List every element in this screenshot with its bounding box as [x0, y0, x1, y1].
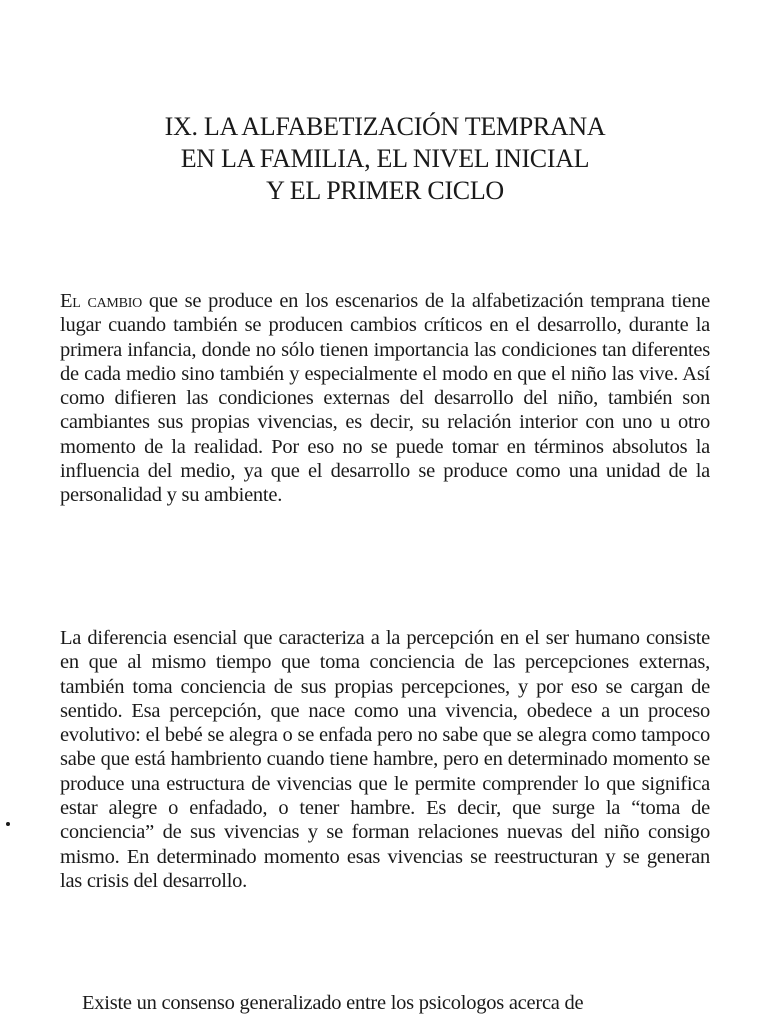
- chapter-title: [60, 111, 710, 207]
- paragraph-lead-smallcaps: El cambio: [60, 290, 142, 312]
- paragraph-3-text: Existe un consenso generalizado entre los psicologos acerca de: [82, 992, 584, 1014]
- paragraph-2: La diferencia esencial que caracteriza a la percepción en el ser humano consiste en que al mismo tiempo que toma conciencia de las percepciones externas, también toma conciencia de sus propias percepciones, y por eso se cargan de sentido. Esa percepción, que nace como una vivencia, obedece a un proceso evolutivo: el bebé se alegra o se enfada pero no sabe que se alegra como tampoco sabe que está hambriento cuando tiene hambre, pero en determinado momento se produce una estructura de vivencias que le permite comprender lo que significa estar alegre o enfadado, o tener hambre. Es decir, que surge la “toma de conciencia” de sus vivencias y se forman relaciones nuevas del niño consigo mismo. En determinado momento esas vivencias se reestructuran y se generan las crisis del desarrollo.: [60, 627, 710, 892]
- scan-speck: [6, 822, 10, 826]
- paragraph-3: [60, 991, 710, 1015]
- chapter-title-line: EN LA FAMILIA, EL NIVEL INICIAL: [180, 144, 590, 173]
- chapter-title-line: IX. LA ALFABETIZACIÓN TEMPRANA: [164, 112, 606, 141]
- paragraph-1-text: que se produce en los escenarios de la alfabetización temprana tiene lugar cuando también se producen cambios críticos en el desarrollo, durante la primera infancia, donde no sólo tienen importancia las condiciones tan diferentes de cada medio sino también y especialmente el modo en que el niño las vive. Así como difieren las condiciones externas del desarrollo del niño, también son cambiantes sus propias vivencias, es decir, su relación interior con uno u otro momento de la realidad. Por eso no se puede tomar en términos absolutos la influencia del medio, ya que el desarrollo se produce como una unidad de la personalidad y su ambiente.: [60, 290, 710, 507]
- chapter-title-line: Y EL PRIMER CICLO: [266, 176, 504, 205]
- paragraph-1: [60, 289, 710, 508]
